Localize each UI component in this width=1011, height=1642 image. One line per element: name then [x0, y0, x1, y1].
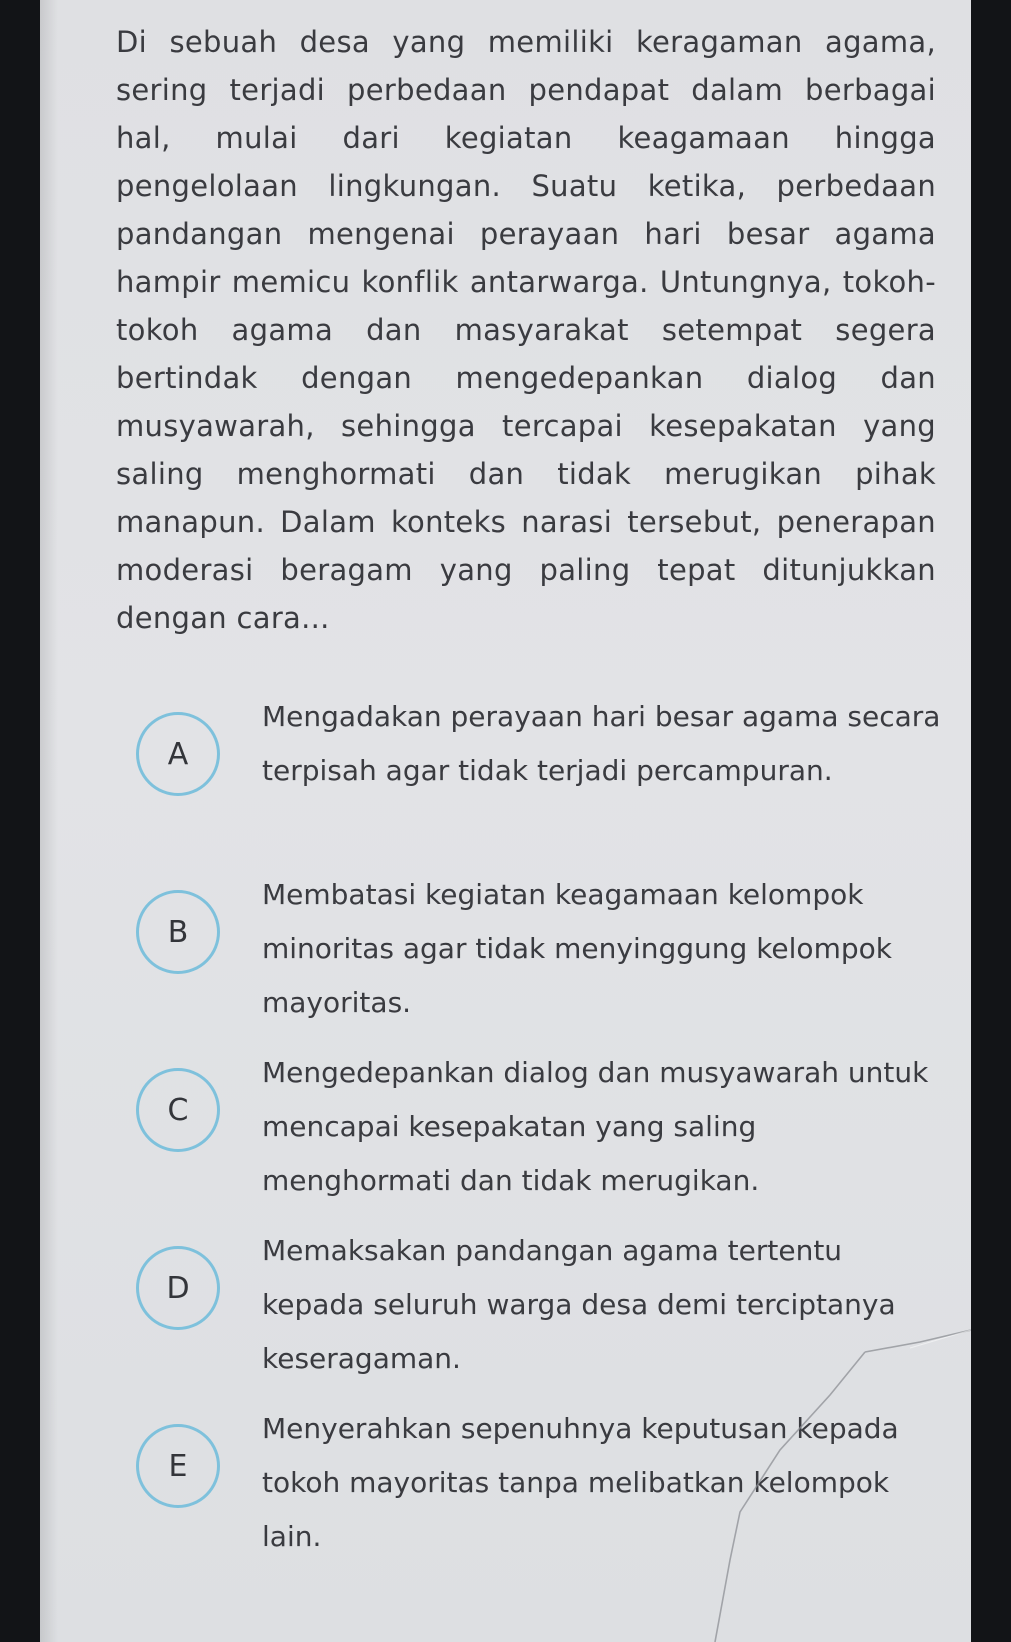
option-d-text[interactable]: Memaksakan pandangan agama tertentu kepada seluruh warga desa demi terciptanya keseragaman.: [262, 1234, 896, 1375]
option-d[interactable]: [96, 1224, 966, 1402]
option-c-circle[interactable]: C: [136, 1068, 220, 1152]
question-text: Di sebuah desa yang memiliki keragaman agama, sering terjadi perbedaan pendapat dalam berbagai hal, mulai dari kegiatan keagamaan hingga pengelolaan lingkungan. Suatu ketika, perbedaan pandangan mengenai perayaan hari besar agama hampir memicu konflik antarwarga. Untungnya, tokoh-tokoh agama dan masyarakat setempat segera bertindak dengan mengedepankan dialog dan musyawarah, sehingga tercapai kesepakatan yang saling menghormati dan tidak merugikan pihak manapun. Dalam konteks narasi tersebut, penerapan moderasi beragam yang paling tepat ditunjukkan dengan cara...: [116, 25, 936, 635]
option-e-circle[interactable]: E: [136, 1424, 220, 1508]
option-c-text[interactable]: Mengedepankan dialog dan musyawarah untuk mencapai kesepakatan yang saling menghormati dan tidak merugikan.: [262, 1056, 929, 1197]
option-b-text[interactable]: Membatasi kegiatan keagamaan kelompok minoritas agar tidak menyinggung kelompok mayoritas.: [262, 878, 892, 1019]
answer-options: [96, 690, 966, 1580]
option-a[interactable]: [96, 690, 966, 868]
option-c[interactable]: [96, 1046, 966, 1224]
option-b[interactable]: [96, 868, 966, 1046]
option-e[interactable]: [96, 1402, 966, 1580]
quiz-screen: [40, 0, 971, 1642]
option-d-circle[interactable]: D: [136, 1246, 220, 1330]
option-e-text[interactable]: Menyerahkan sepenuhnya keputusan kepada tokoh mayoritas tanpa melibatkan kelompok lain.: [262, 1412, 899, 1553]
option-a-text[interactable]: Mengadakan perayaan hari besar agama secara terpisah agar tidak terjadi percampuran.: [262, 700, 941, 787]
option-a-circle[interactable]: A: [136, 712, 220, 796]
option-b-circle[interactable]: B: [136, 890, 220, 974]
